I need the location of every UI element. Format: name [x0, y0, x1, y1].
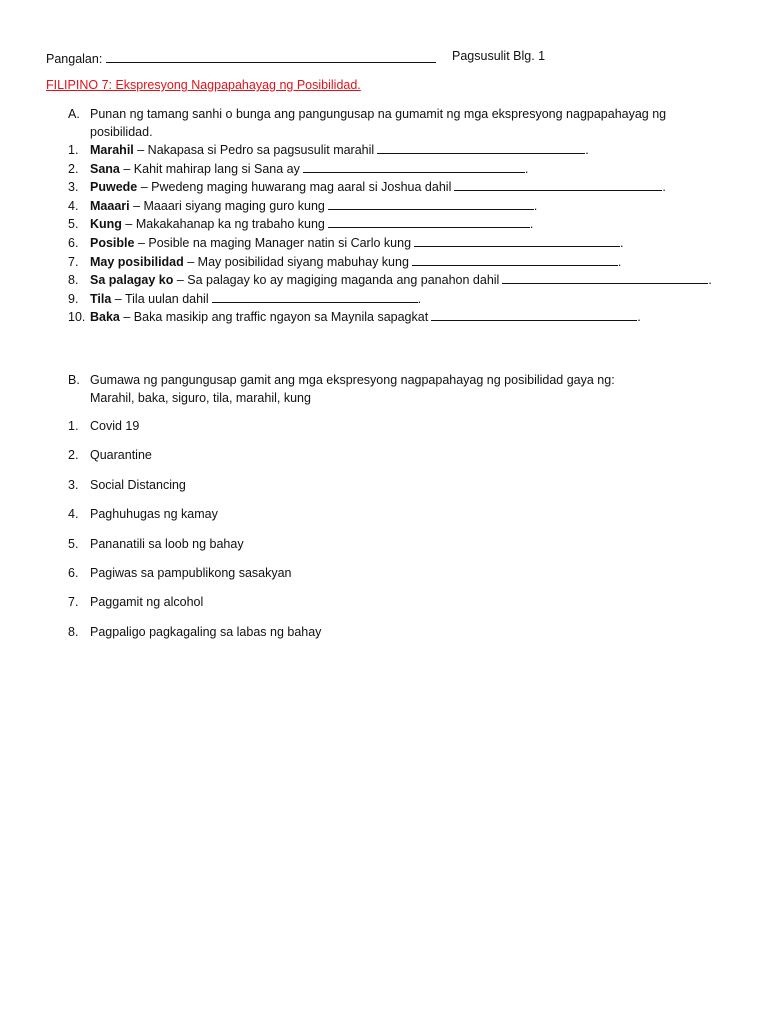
expression-term: Kung [90, 217, 122, 232]
term-separator: – [134, 235, 149, 250]
expression-term: Maaari [90, 198, 130, 213]
sentence-text: Makakahanap ka ng trabaho kung [135, 217, 325, 232]
worksheet-title: FILIPINO 7: Ekspresyong Nagpapahayag ng Posibilidad. [46, 78, 361, 92]
expression-term: Baka [90, 310, 120, 325]
expression-term: Sa palagay ko [90, 273, 174, 288]
term-separator: – [111, 291, 125, 306]
term-separator: – [173, 273, 188, 288]
sentence-text: Posible na maging Manager natin si Carlo kung [148, 235, 412, 250]
item-number: 6. [68, 565, 79, 580]
item-number: 10. [68, 310, 86, 325]
sentence-text: Kahit mahirap lang si Sana ay [133, 161, 300, 176]
sentence-text: Baka masikip ang traffic ngayon sa Maynila sapagkat [133, 310, 429, 325]
item-number: 4. [68, 198, 79, 213]
item-number: 6. [68, 235, 79, 250]
topic-text: Pagiwas sa pampublikong sasakyan [90, 565, 292, 580]
expression-term: Marahil [90, 143, 134, 157]
topic-item [46, 505, 736, 534]
sentence-end: . [533, 198, 538, 213]
question-item [46, 215, 736, 234]
answer-blank[interactable] [328, 197, 534, 210]
term-separator: – [129, 198, 144, 213]
item-number: 2. [68, 448, 79, 463]
item-number: 1. [68, 419, 79, 433]
answer-blank[interactable] [431, 308, 637, 321]
item-number: 4. [68, 507, 79, 522]
sentence-text: Sa palagay ko ay magiging maganda ang panahon dahil [187, 273, 500, 288]
quiz-number: Pagsusulit Blg. 1 [452, 49, 546, 63]
topic-item [46, 417, 736, 446]
topic-text: Quarantine [90, 448, 152, 463]
answer-blank[interactable] [502, 271, 708, 284]
answer-blank[interactable] [412, 253, 618, 266]
sentence-end: . [529, 217, 534, 232]
section-b-instruction-text: Gumawa ng pangungusap gamit ang mga ekspresyong nagpapahayag ng posibilidad gaya ng: [90, 373, 615, 387]
section-a-letter: A. [68, 107, 80, 121]
question-item [46, 271, 736, 290]
topic-text: Paghuhugas ng kamay [90, 507, 218, 522]
item-number: 1. [68, 143, 79, 157]
sentence-end: . [617, 254, 622, 269]
header-row [46, 49, 728, 69]
name-field-label [46, 49, 436, 66]
sentence-end: . [417, 291, 422, 306]
item-number: 5. [68, 536, 79, 551]
item-number: 7. [68, 595, 79, 610]
section-b-instruction [46, 371, 736, 407]
topic-item [46, 593, 736, 622]
term-separator: – [183, 254, 198, 269]
item-number: 3. [68, 477, 79, 492]
item-number: 3. [68, 180, 79, 195]
question-item [46, 197, 736, 216]
answer-blank[interactable] [454, 178, 662, 191]
question-item [46, 290, 736, 309]
expression-term: Tila [90, 291, 112, 306]
answer-blank[interactable] [303, 160, 525, 173]
sentence-text: Nakapasa si Pedro sa pagsusulit marahil [147, 143, 375, 157]
sentence-end: . [637, 310, 641, 325]
question-item [46, 234, 736, 253]
topic-text: Social Distancing [90, 477, 186, 492]
topic-text: Pagpaligo pagkagaling sa labas ng bahay [90, 624, 322, 639]
name-blank-line[interactable] [106, 49, 436, 63]
item-number: 5. [68, 217, 79, 232]
item-number: 8. [68, 273, 79, 288]
answer-blank[interactable] [212, 290, 418, 303]
section-b-examples: Marahil, baka, siguro, tila, marahil, kung [90, 391, 311, 405]
section-a-list [46, 141, 736, 327]
sentence-end: . [708, 273, 712, 288]
section-a-instruction-text: Punan ng tamang sanhi o bunga ang pangungusap na gumamit ng mga ekspresyong nagpapahayag ng posibilidad. [90, 107, 667, 139]
topic-item [46, 446, 736, 475]
expression-term: Posible [90, 235, 135, 250]
expression-term: Sana [90, 161, 120, 176]
answer-blank[interactable] [328, 215, 530, 228]
sentence-text: Maaari siyang maging guro kung [143, 198, 325, 213]
item-number: 9. [68, 291, 79, 306]
item-number: 8. [68, 624, 79, 639]
question-item [46, 141, 736, 160]
answer-blank[interactable] [414, 234, 620, 247]
sentence-text: Tila uulan dahil [124, 291, 209, 306]
topic-item [46, 623, 736, 652]
item-number: 7. [68, 254, 79, 269]
sentence-end: . [620, 235, 624, 250]
answer-blank[interactable] [377, 141, 585, 154]
term-separator: – [121, 217, 136, 232]
question-item [46, 160, 736, 179]
topic-text: Paggamit ng alcohol [90, 595, 204, 610]
expression-term: May posibilidad [90, 254, 184, 269]
topic-item [46, 564, 736, 593]
section-a [46, 105, 736, 327]
term-separator: – [137, 180, 152, 195]
topic-item [46, 535, 736, 564]
sentence-text: May posibilidad siyang mabuhay kung [197, 254, 409, 269]
section-a-instruction [46, 105, 690, 141]
sentence-end: . [662, 180, 666, 195]
topic-item [46, 476, 736, 505]
question-item [46, 253, 736, 272]
section-b-list [46, 417, 736, 652]
term-separator: – [119, 161, 134, 176]
sentence-end: . [524, 161, 529, 176]
topic-text: Pananatili sa loob ng bahay [90, 536, 244, 551]
term-separator: – [133, 143, 148, 157]
expression-term: Puwede [90, 180, 138, 195]
section-b-letter: B. [68, 373, 80, 387]
sentence-end: . [585, 143, 589, 157]
section-b [46, 371, 736, 652]
name-label-text: Pangalan: [46, 52, 103, 66]
question-item [46, 178, 736, 197]
sentence-text: Pwedeng maging huwarang mag aaral si Joshua dahil [151, 180, 452, 195]
term-separator: – [119, 310, 134, 325]
topic-text: Covid 19 [90, 419, 140, 433]
item-number: 2. [68, 161, 79, 176]
question-item [46, 308, 736, 327]
